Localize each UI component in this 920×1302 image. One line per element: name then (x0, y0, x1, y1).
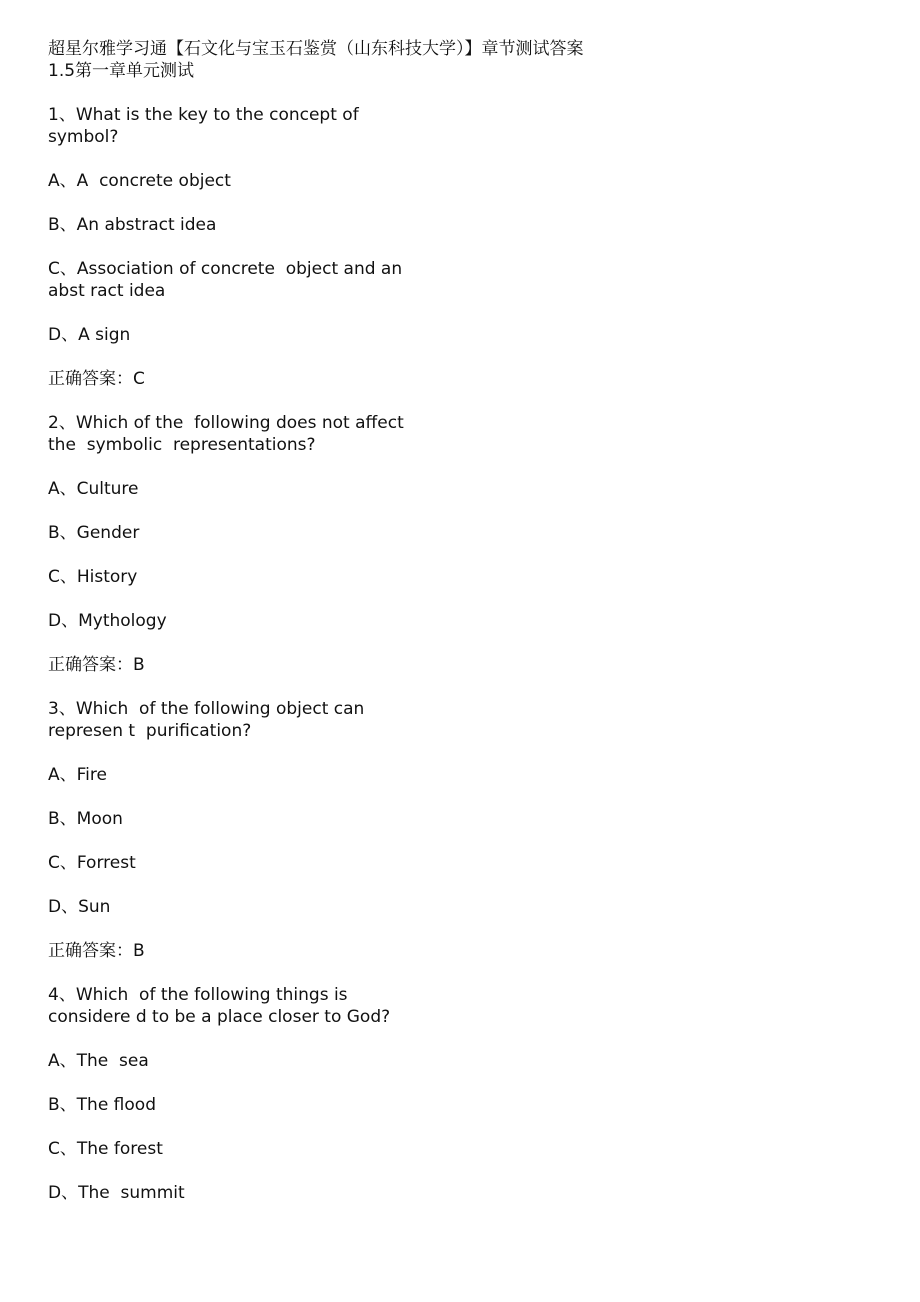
correct-answer: 正确答案：B (48, 941, 145, 961)
document-title: 超星尔雅学习通【石文化与宝玉石鉴赏（山东科技大学）】章节测试答案 (48, 39, 584, 59)
section-title: 1.5第一章单元测试 (48, 61, 195, 81)
answer-option: A、The sea (48, 1051, 149, 1071)
answer-option: B、Gender (48, 523, 140, 543)
answer-option: C、History (48, 567, 138, 587)
answer-option: D、Sun (48, 897, 111, 917)
question-text: 4、Which of the following things is considere d to be a place closer to God? (48, 985, 391, 1027)
answer-option: A、Fire (48, 765, 107, 785)
question-text: 1、What is the key to the concept of symbol? (48, 105, 365, 147)
document-page (48, 38, 868, 1226)
answer-option: D、A sign (48, 325, 131, 345)
answer-option: A、Culture (48, 479, 139, 499)
question-text: 3、Which of the following object can represen t purification? (48, 699, 370, 741)
answer-option: B、The flood (48, 1095, 156, 1115)
answer-option: C、Association of concrete object and an abst ract idea (48, 259, 408, 301)
answer-option: D、Mythology (48, 611, 167, 631)
question-text: 2、Which of the following does not affect the symbolic representations? (48, 413, 410, 455)
answer-option: B、An abstract idea (48, 215, 217, 235)
answer-option: C、The forest (48, 1139, 163, 1159)
answer-option: D、The summit (48, 1183, 185, 1203)
answer-option: C、Forrest (48, 853, 136, 873)
answer-option: A、A concrete object (48, 171, 231, 191)
correct-answer: 正确答案：B (48, 655, 145, 675)
correct-answer: 正确答案：C (48, 369, 145, 389)
answer-option: B、Moon (48, 809, 123, 829)
